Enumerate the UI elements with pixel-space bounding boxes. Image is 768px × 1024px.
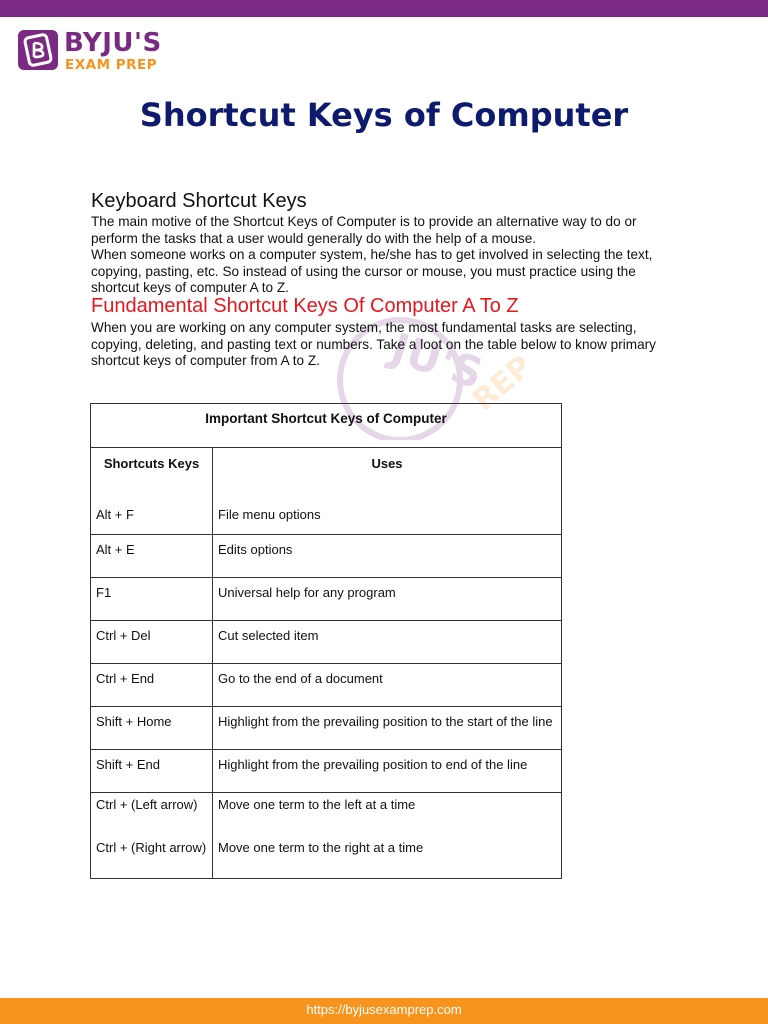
top-accent-bar [0, 0, 768, 17]
section2-paragraph [91, 320, 681, 370]
byjus-logo [18, 30, 168, 75]
footer-url-link[interactable]: https://byjusexamprep.com [306, 1002, 462, 1017]
svg-text:REP: REP [466, 349, 539, 419]
shortcut-key: Ctrl + End [96, 671, 155, 686]
shortcut-key: Ctrl + (Right arrow) [96, 840, 207, 855]
table-row [91, 750, 562, 793]
table-row [91, 578, 562, 621]
shortcut-use: Edits options [218, 542, 293, 557]
brand-name: BYJU'S [64, 28, 162, 58]
shortcut-key: Alt + F [96, 507, 134, 522]
shortcut-use: Go to the end of a document [218, 671, 383, 686]
table-title-cell [91, 404, 562, 448]
text-line: The main motive of the Shortcut Keys of Computer is to provide an alternative way to do or [91, 214, 637, 229]
shortcut-key: Ctrl + Del [96, 628, 151, 643]
text-line: When you are working on any computer system, the most fundamental tasks are selecting, [91, 320, 637, 335]
text-line: perform the tasks that a user would generally do with the help of a mouse. [91, 230, 537, 246]
table-title: Important Shortcut Keys of Computer [205, 411, 447, 426]
shortcut-use: Cut selected item [218, 628, 319, 643]
section-heading-keyboard-shortcuts: Keyboard Shortcut Keys [91, 190, 307, 212]
column-header-shortcuts-keys: Shortcuts Keys [103, 456, 200, 471]
column-header-uses: Uses [371, 456, 403, 471]
section-heading-fundamental-shortcuts: Fundamental Shortcut Keys Of Computer A To Z [91, 295, 519, 317]
shortcut-key: Ctrl + (Left arrow) [96, 797, 198, 812]
shortcut-keys-table [90, 403, 562, 879]
table-row [91, 664, 562, 707]
shortcut-use: Highlight from the prevailing position to end of the line [218, 757, 528, 772]
shortcut-key: F1 [96, 585, 112, 600]
text-line: copying, deleting, and pasting text or numbers. Take a loot on the table below to know primary [91, 336, 656, 352]
shortcut-key: Shift + End [96, 757, 160, 772]
shortcut-key: Alt + E [96, 542, 135, 557]
shortcut-key: Shift + Home [96, 714, 172, 729]
text-line: copying, pasting, etc. So instead of using the cursor or mouse, you must practice using the [91, 263, 636, 279]
text-line: shortcut keys of computer from A to Z. [91, 353, 320, 368]
table-row [91, 621, 562, 664]
svg-text:JU'S: JU'S [385, 323, 489, 399]
table-row [91, 535, 562, 578]
brand-subtitle: EXAM PREP [65, 57, 158, 73]
page-title: Shortcut Keys of Computer [139, 96, 629, 134]
footer-bar [0, 998, 768, 1024]
table-header-key-cell [91, 448, 213, 535]
text-line: When someone works on a computer system, he/she has to get involved in selecting the text, [91, 247, 653, 262]
shortcut-use: Move one term to the right at a time [218, 840, 424, 855]
table-row [91, 793, 562, 879]
shortcut-use: Highlight from the prevailing position to the start of the line [218, 714, 553, 729]
text-line: shortcut keys of computer A to Z. [91, 280, 289, 295]
table-header-use-cell [213, 448, 562, 535]
shortcut-use: Move one term to the left at a time [218, 797, 416, 812]
shortcut-use: Universal help for any program [218, 585, 396, 600]
section1-paragraph [91, 214, 681, 297]
shortcut-use: File menu options [218, 507, 321, 522]
table-row [91, 707, 562, 750]
byjus-logo-badge-icon [18, 30, 58, 70]
